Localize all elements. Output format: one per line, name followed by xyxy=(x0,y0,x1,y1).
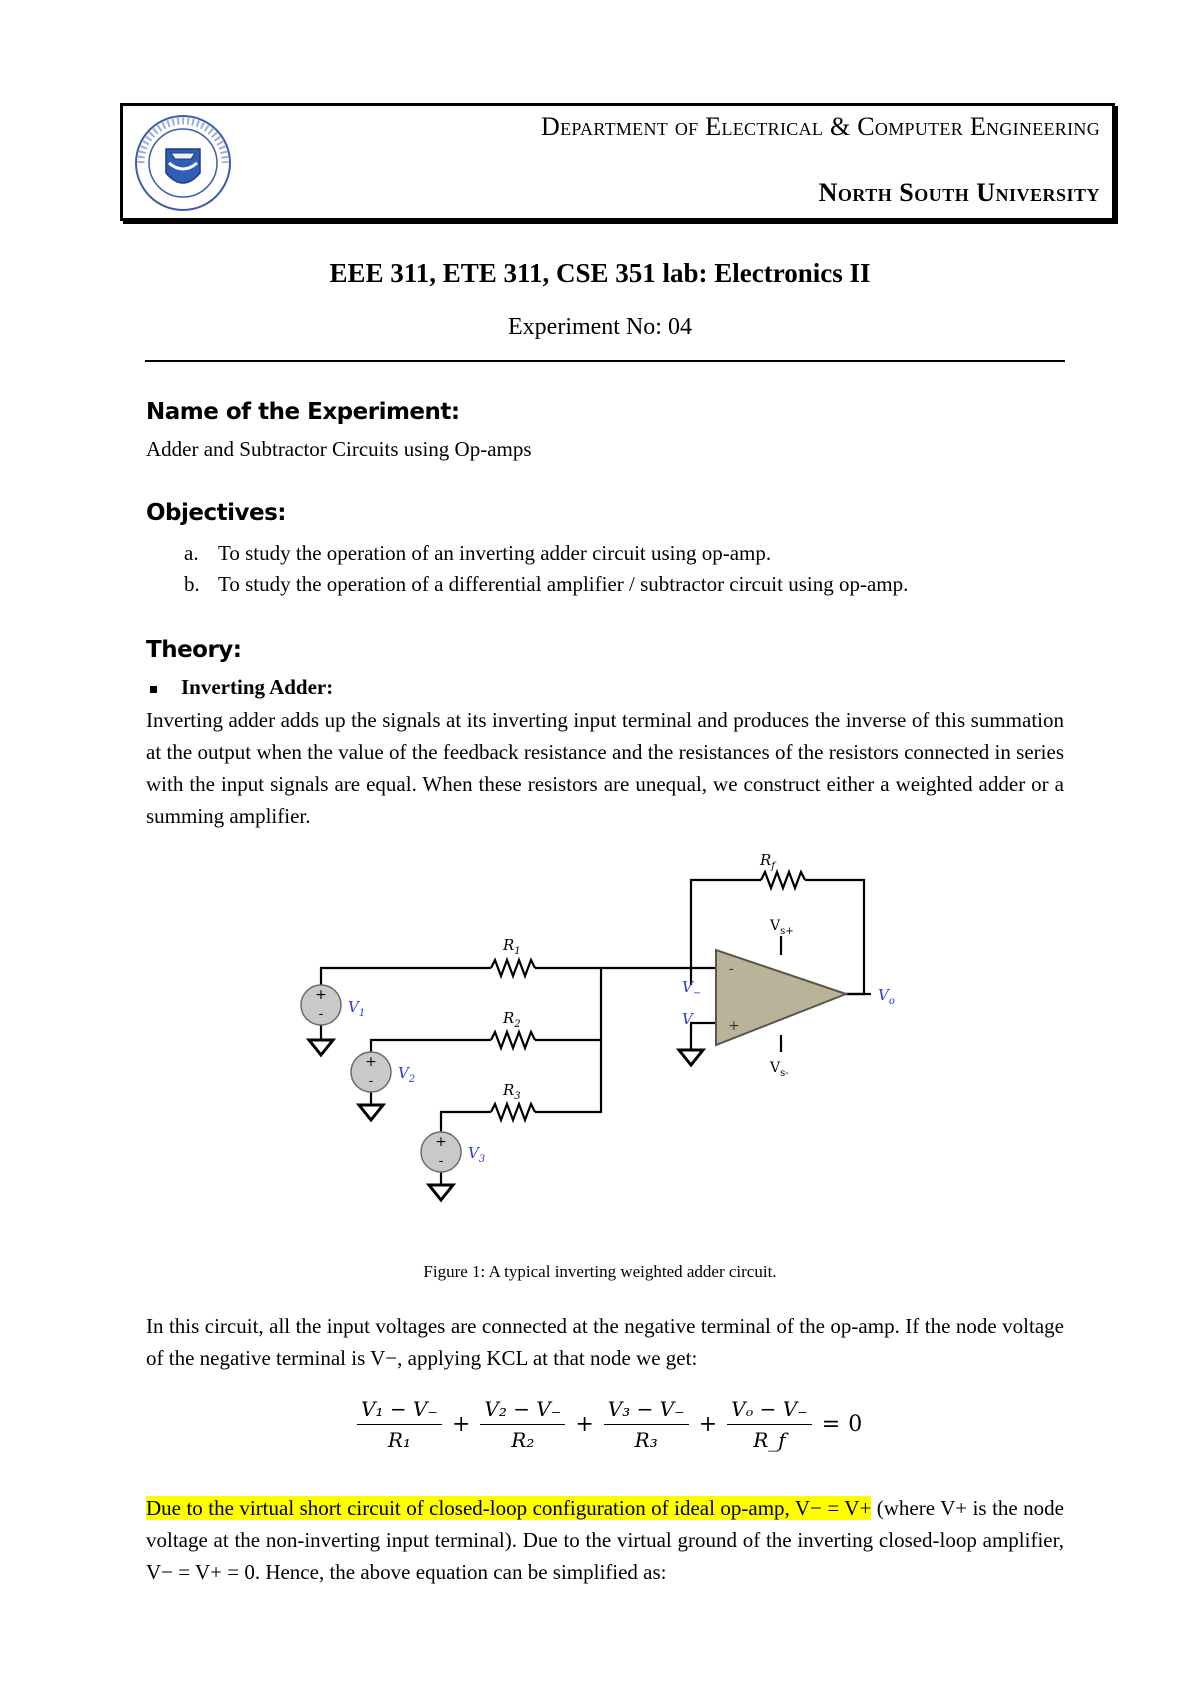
v3-label: $V_3$ xyxy=(468,1144,486,1165)
v-plus-label: V xyxy=(682,1010,693,1028)
r3-label: $R_3$ xyxy=(503,1081,521,1102)
v2-label: $V_2$ xyxy=(398,1064,416,1085)
opamp-minus-sign: - xyxy=(729,961,734,977)
v3-minus-sign: - xyxy=(438,1153,444,1169)
theory-heading: Theory: xyxy=(146,637,242,663)
opamp-plus-sign: + xyxy=(728,1018,740,1034)
objective-text: To study the operation of an inverting adder circuit using op-amp. xyxy=(218,541,772,565)
experiment-name: Adder and Subtractor Circuits using Op-amps xyxy=(146,437,532,461)
v2-plus-sign: + xyxy=(365,1054,377,1070)
objective-item xyxy=(184,541,771,566)
objective-marker: b. xyxy=(184,572,200,596)
inverting-adder-circuit xyxy=(286,840,926,1250)
virtual-short-paragraph xyxy=(146,1492,1064,1588)
v1-plus-sign: + xyxy=(315,987,327,1003)
v1-label: $V_1$ xyxy=(348,998,366,1019)
equation-term: $\frac{\text{Vₒ − V₋}}{R\_f}$ xyxy=(727,1397,812,1452)
v2-minus-sign: - xyxy=(368,1073,374,1089)
equation-term: $\frac{\text{V₁ − V₋}}{\text{R₁}}$ xyxy=(357,1397,442,1452)
course-title: EEE 311, ETE 311, CSE 351 lab: Electronics II xyxy=(329,258,871,288)
university-name: North South University xyxy=(818,178,1100,207)
objectives-heading: Objectives: xyxy=(146,500,286,526)
bullet-square-icon xyxy=(150,686,157,693)
objective-text: To study the operation of a differential amplifier / subtractor circuit using op-amp. xyxy=(218,572,909,596)
objective-marker: a. xyxy=(184,541,199,565)
highlighted-text: Due to the virtual short circuit of closed-loop configuration of ideal op-amp, V− = V+ xyxy=(146,1496,872,1520)
figure-caption: Figure 1: A typical inverting weighted adder circuit. xyxy=(423,1262,777,1281)
header-box xyxy=(120,103,1115,221)
v3-plus-sign: + xyxy=(435,1134,447,1150)
objective-item xyxy=(184,572,908,597)
kcl-paragraph: In this circuit, all the input voltages are connected at the negative terminal of the op-amp. If the node voltage of the negative terminal is V−, applying KCL at that node we get: xyxy=(146,1314,1064,1370)
inverting-adder-bullet xyxy=(150,675,333,700)
r1-label: $R_1$ xyxy=(503,936,521,957)
v-minus-label: $V_-$ xyxy=(682,978,702,999)
r2-label: $R_2$ xyxy=(503,1009,521,1030)
vo-label: $V_o$ xyxy=(878,986,895,1007)
vs-minus-label: $V_{s-}$ xyxy=(770,1060,789,1079)
paragraph-continuation: (where V+ is the node voltage at the non-inverting input terminal). Due to the virtual ground of the inverting closed-loop amplifier, V− = V+ = 0. Hence, the above equation can be simplified as: xyxy=(146,1496,1065,1584)
equation-term: $\frac{\text{V₃ − V₋}}{\text{R₃}}$ xyxy=(604,1397,689,1452)
v1-minus-sign: - xyxy=(318,1006,324,1022)
equation-term: $\frac{\text{V₂ − V₋}}{\text{R₂}}$ xyxy=(480,1397,565,1452)
kcl-equation: $\frac{\text{V₁ − V₋}}{\text{R₁}}$ + $\frac{\text{V₂ − V₋}}{\text{R₂}}$ + $\frac{\text{V₃ − V₋}}{\text{R₃}}$ + $\frac{\text{Vₒ − V₋}}{R\_f}$ = 0 xyxy=(351,1397,866,1452)
experiment-number: Experiment No: 04 xyxy=(508,314,692,340)
rf-label: $R_f$ xyxy=(760,851,775,872)
theory-paragraph: Inverting adder adds up the signals at its inverting input terminal and produces the inverse of this summation at the output when the value of the feedback resistance and the resistances of the resistors connected in series with the input signals are equal. When these resistors are unequal, we construct either a weighted adder or a summing amplifier. xyxy=(146,708,1064,828)
name-heading: Name of the Experiment: xyxy=(146,399,460,425)
department-name: Department of Electrical & Computer Engineering xyxy=(541,112,1100,141)
university-logo-icon xyxy=(133,113,233,213)
vs-plus-label: $V_{s+}$ xyxy=(770,918,794,937)
title-divider xyxy=(145,360,1065,362)
inverting-adder-heading: Inverting Adder: xyxy=(181,675,334,699)
